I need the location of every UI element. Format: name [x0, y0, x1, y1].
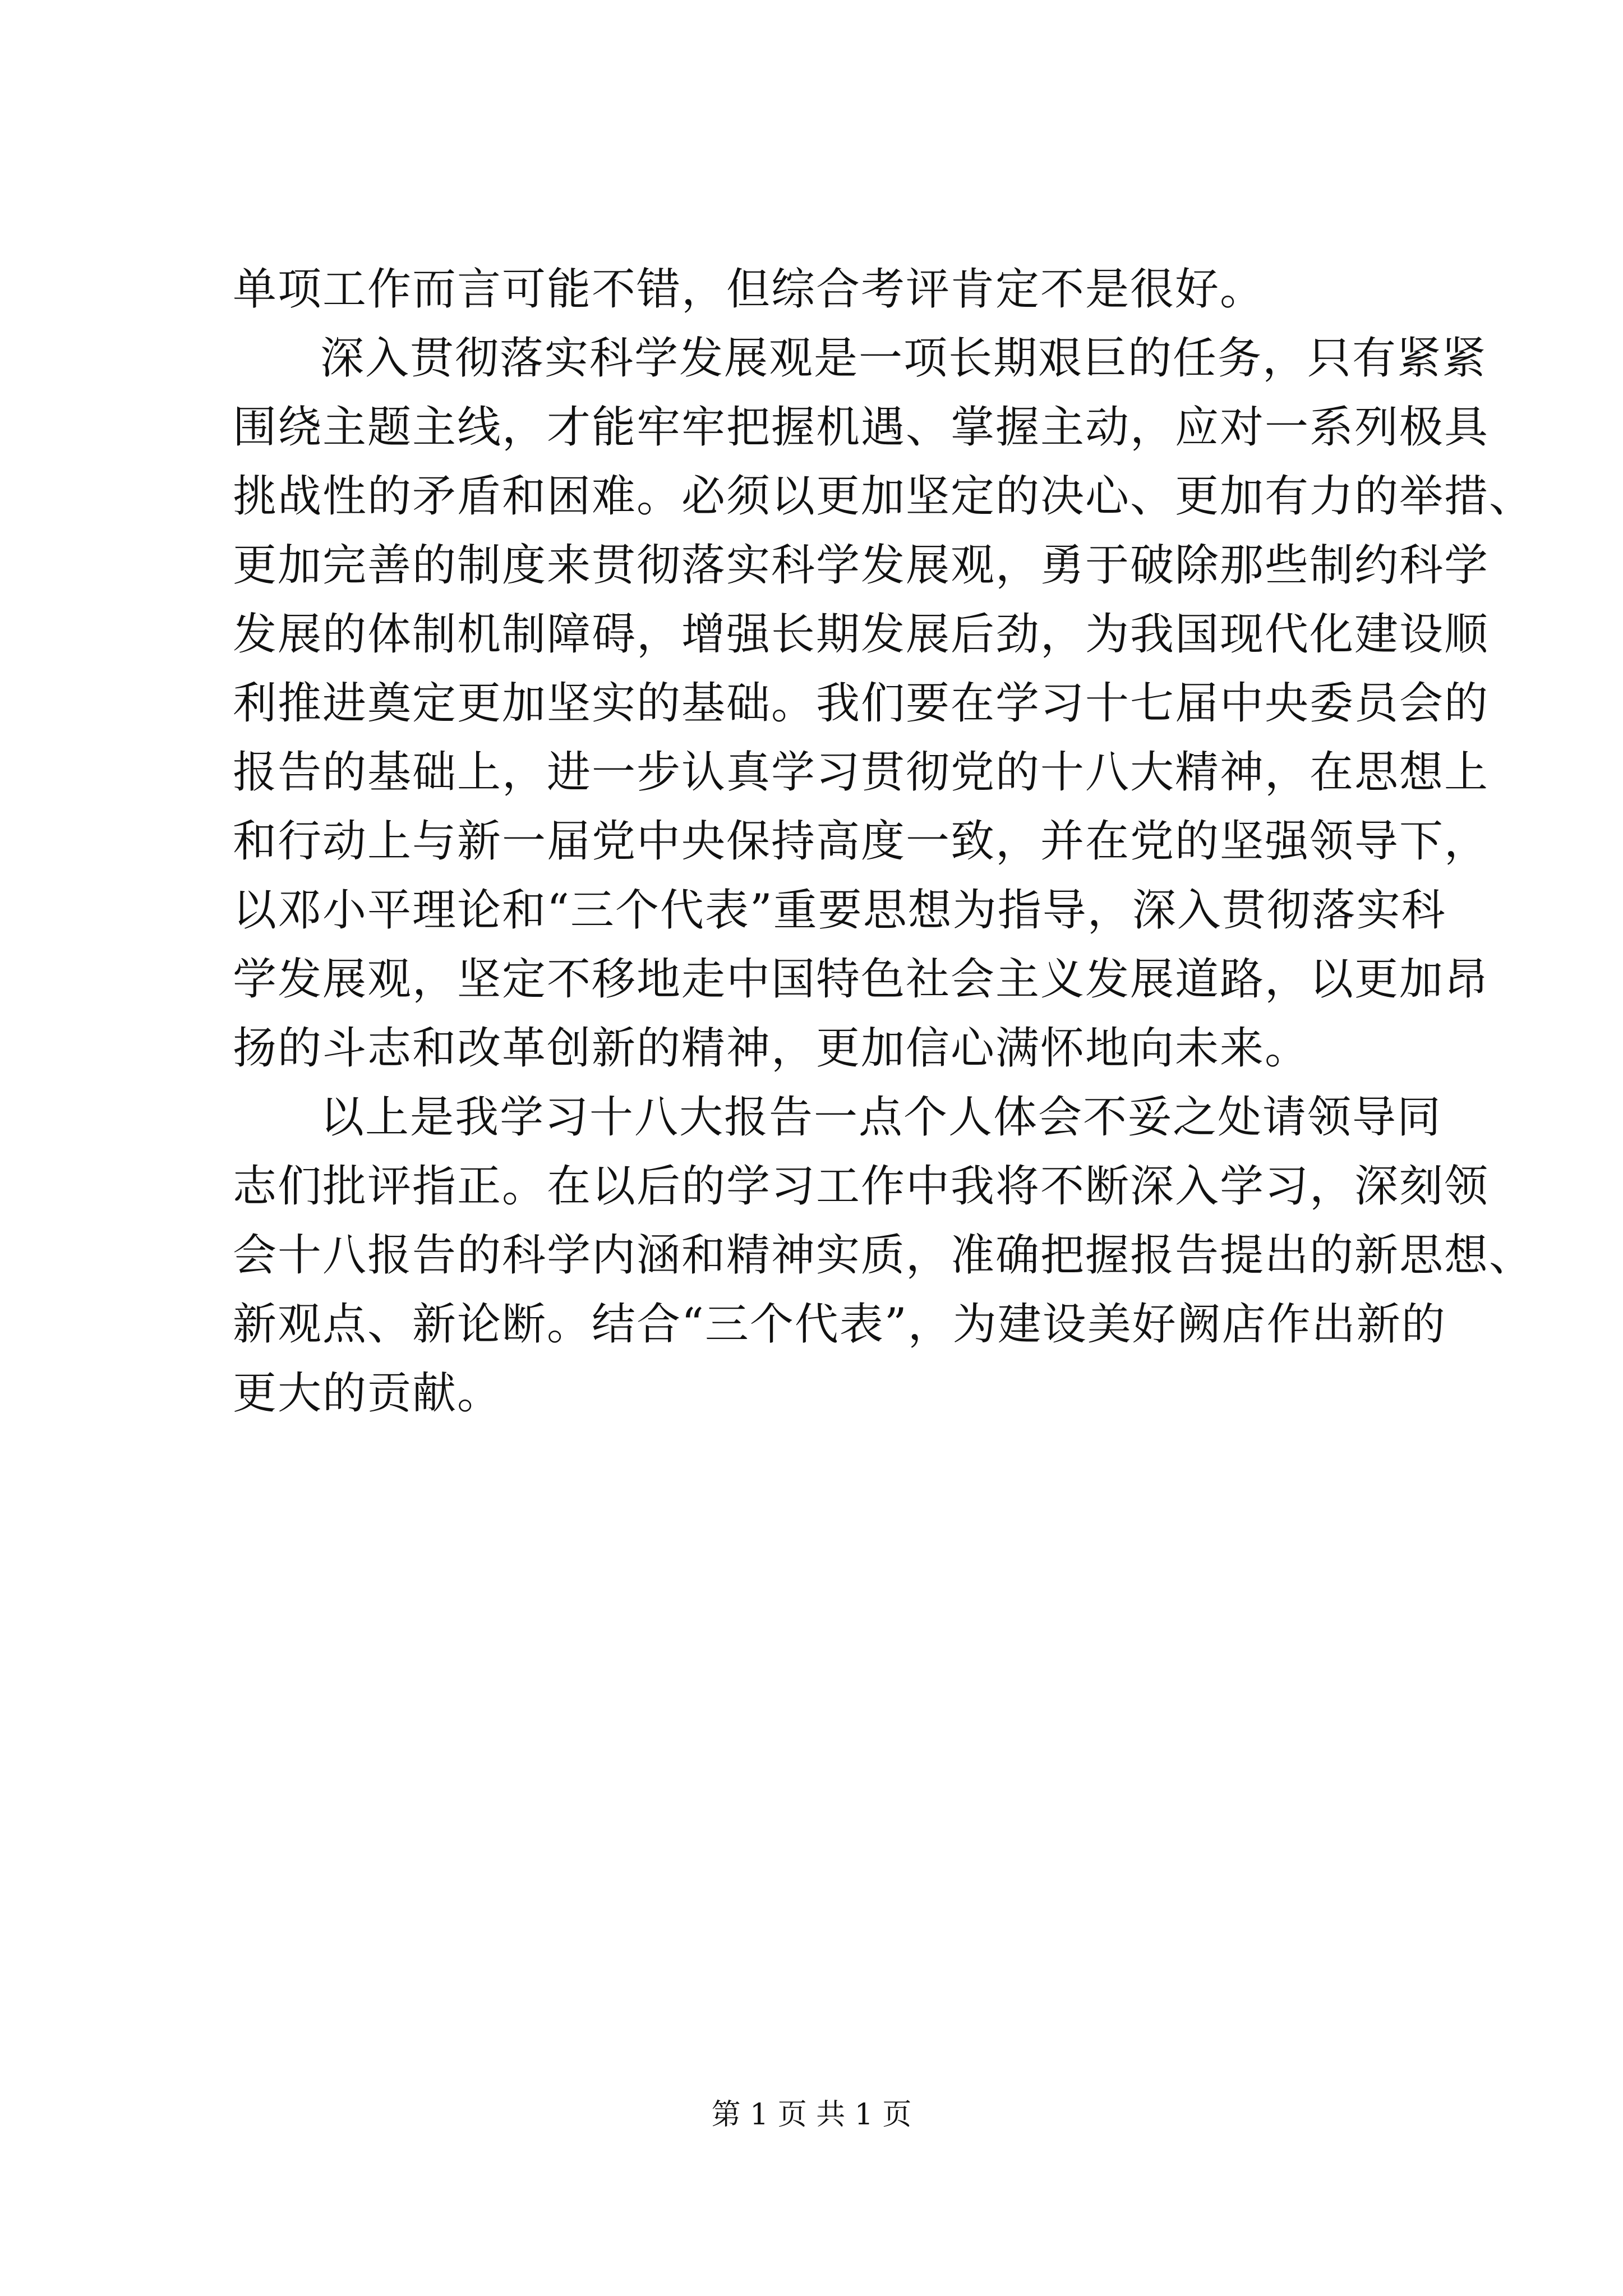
text-line: 单项工作而言可能不错，但综合考评肯定不是很好。 — [233, 264, 1265, 315]
text-line: 深入贯彻落实科学发展观是一项长期艰巨的任务，只有紧紧 — [320, 333, 1487, 384]
text-line: 学发展观，坚定不移地走中国特色社会主义发展道路，以更加昂 — [233, 954, 1490, 1005]
document-body — [233, 255, 1534, 1428]
text-line: 以邓小平理论和“三个代表”重要思想为指导，深入贯彻落实科 — [233, 885, 1446, 936]
text-line: 发展的体制机制障碍，增强长期发展后劲，为我国现代化建设顺 — [233, 609, 1490, 660]
text-line: 更大的贡献。 — [233, 1368, 502, 1419]
text-line: 更加完善的制度来贯彻落实科学发展观，勇于破除那些制约科学 — [233, 540, 1490, 591]
text-line: 围绕主题主线，才能牢牢把握机遇、掌握主动，应对一系列极具 — [233, 402, 1490, 453]
text-line: 新观点、新论断。结合“三个代表”，为建设美好阙店作出新的 — [233, 1299, 1446, 1350]
text-line: 报告的基础上，进一步认真学习贯彻党的十八大精神，在思想上 — [233, 747, 1490, 798]
text-line: 挑战性的矛盾和困难。必须以更加坚定的决心、更加有力的举措、 — [233, 471, 1534, 522]
text-line: 扬的斗志和改革创新的精神，更加信心满怀地向未来。 — [233, 1023, 1310, 1074]
text-line: 志们批评指正。在以后的学习工作中我将不断深入学习，深刻领 — [233, 1161, 1490, 1212]
text-line: 和行动上与新一届党中央保持高度一致，并在党的坚强领导下， — [233, 816, 1490, 867]
text-line: 会十八报告的科学内涵和精神实质，准确把握报告提出的新思想、 — [233, 1230, 1534, 1281]
text-line: 以上是我学习十八大报告一点个人体会不妥之处请领导同 — [320, 1092, 1442, 1143]
page-number-footer: 第 1 页 共 1 页 — [711, 2098, 912, 2132]
text-line: 利推进奠定更加坚实的基础。我们要在学习十七届中央委员会的 — [233, 678, 1490, 729]
